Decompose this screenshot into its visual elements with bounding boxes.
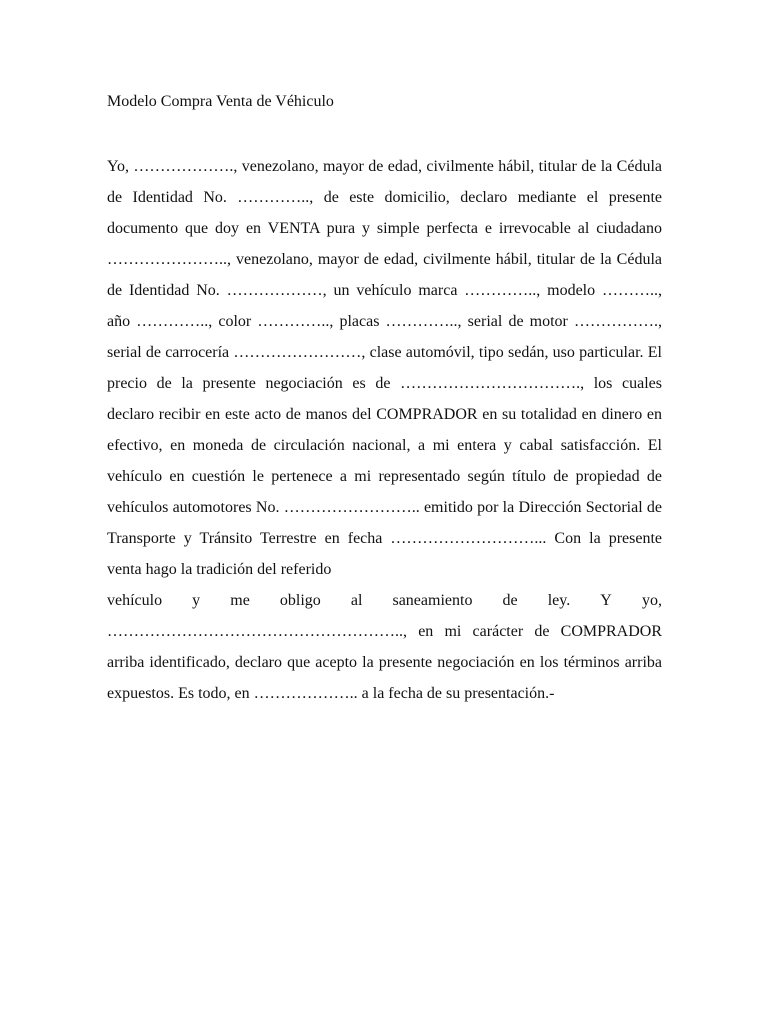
word: al xyxy=(350,592,363,609)
word: de xyxy=(502,592,518,609)
word: vehículo xyxy=(107,592,163,609)
word: obligo xyxy=(279,592,321,609)
word: me xyxy=(230,592,250,609)
word: ley. xyxy=(547,592,571,609)
body-paragraph: Yo, ………………., venezolano, mayor de edad, civilmente hábil, titular de la Cédula de Identidad No. ………….., de este domicilio, declaro mediante el presente documento que doy en VENTA pura y simple perfecta e irrevocable al ciudadano ………………….., venezolano, mayor de edad, civilmente hábil, titular de la Cédula de Identidad No. ………………, un vehículo marca ………….., modelo ……….., año ………….., color ………….., placas ………….., serial de motor ……………., serial de carrocería ……………………, clase automóvil, tipo sedán, uso particular. El precio de la presente negociación es de ……………………………., los cuales declaro recibir en este acto de manos del COMPRADOR en su totalidad en dinero en efectivo, en moneda de circulación nacional, a mi entera y cabal satisfacción. El vehículo en cuestión le pertenece a mi representado según título de propiedad de vehículos automotores No. …………………….. emitido por la Dirección Sectorial de Transporte y Tránsito Terrestre en fecha ………………………... Con la presente venta hago la tradición del referido xyxy=(107,158,662,578)
word: saneamiento xyxy=(392,592,473,609)
word: Y xyxy=(600,592,612,609)
word: y xyxy=(192,592,201,609)
word: yo, xyxy=(641,592,662,609)
document-title: Modelo Compra Venta de Véhiculo xyxy=(107,93,334,110)
body-line-vehiculo xyxy=(107,585,662,616)
body-paragraph-closing: ……………………………………………….., en mi carácter de COMPRADOR arriba identificado, declaro que acepto la presente negociación en los términos arriba expuestos. Es todo, en ……………….. a la fecha de su presentación.- xyxy=(107,623,662,702)
document-body xyxy=(107,151,662,709)
